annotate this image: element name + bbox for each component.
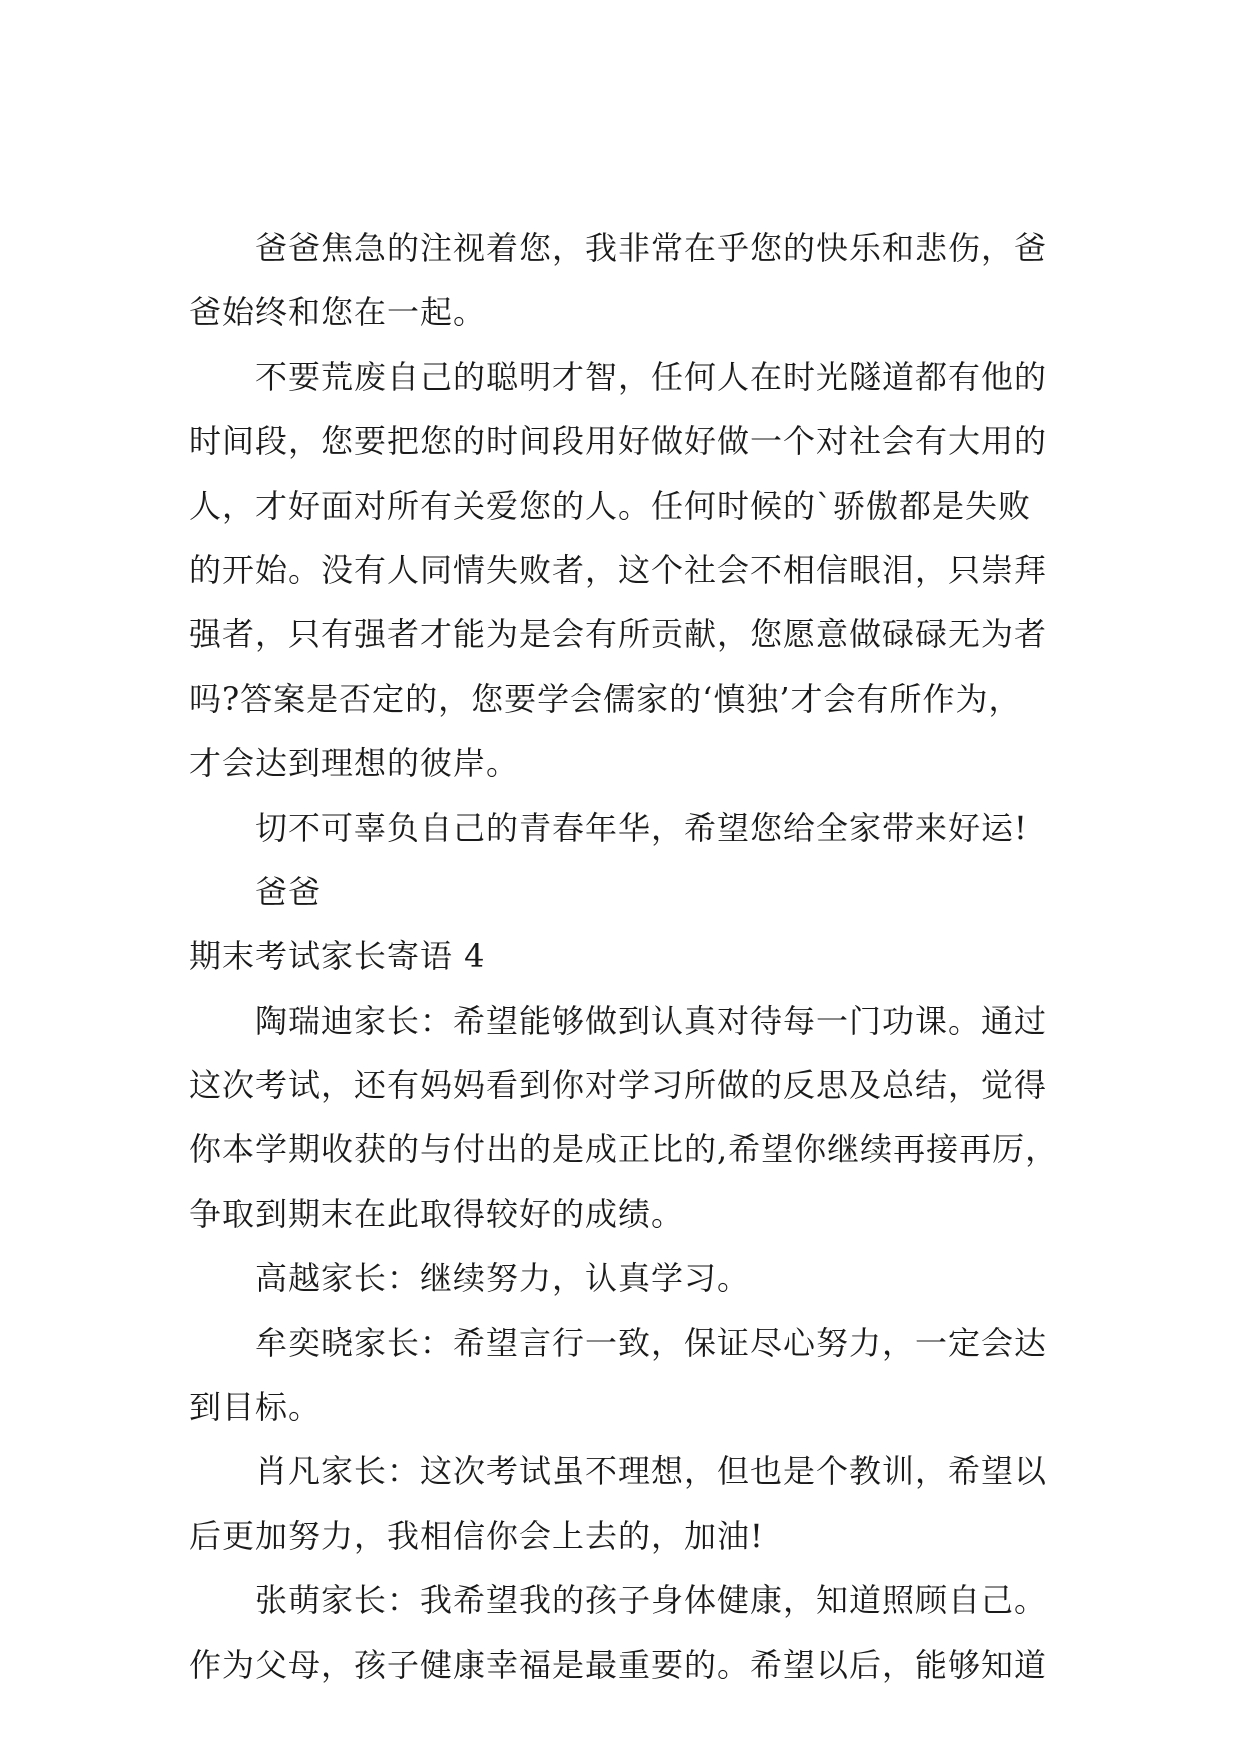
paragraph-line: 高越家长：继续努力，认真学习。 (255, 1259, 751, 1298)
paragraph-line: 陶瑞迪家长：希望能够做到认真对待每一门功课。通过 (255, 1001, 1048, 1040)
section-heading: 期末考试家长寄语 4 (189, 937, 486, 976)
paragraph-line: 不要荒废自己的聪明才智，任何人在时光隧道都有他的 (255, 357, 1048, 396)
paragraph-line: 吗?答案是否定的，您要学会儒家的‘慎独’才会有所作为， (189, 679, 1022, 718)
paragraph-line: 这次考试，还有妈妈看到你对学习所做的反思及总结，觉得 (189, 1066, 1048, 1105)
paragraph-line: 强者，只有强者才能为是会有所贡献，您愿意做碌碌无为者 (189, 615, 1048, 654)
signature-line: 爸爸 (255, 872, 322, 911)
paragraph-line: 张萌家长：我希望我的孩子身体健康，知道照顾自己。 (255, 1581, 1048, 1620)
paragraph-line: 作为父母，孩子健康幸福是最重要的。希望以后，能够知道 (189, 1645, 1048, 1684)
paragraph-line: 到目标。 (189, 1388, 322, 1427)
document-body (189, 216, 1069, 1697)
paragraph-line: 切不可辜负自己的青春年华，希望您给全家带来好运! (255, 808, 1028, 847)
paragraph-line: 时间段，您要把您的时间段用好做好做一个对社会有大用的 (189, 422, 1048, 461)
paragraph-line: 争取到期末在此取得较好的成绩。 (189, 1194, 685, 1233)
paragraph-line: 才会达到理想的彼岸。 (189, 744, 520, 783)
paragraph-line: 牟奕晓家长：希望言行一致，保证尽心努力，一定会达 (255, 1323, 1048, 1362)
paragraph-line: 后更加努力，我相信你会上去的，加油! (189, 1516, 764, 1555)
paragraph-line: 肖凡家长：这次考试虽不理想，但也是个教训，希望以 (255, 1452, 1048, 1491)
paragraph-line: 你本学期收获的与付出的是成正比的,希望你继续再接再厉， (189, 1130, 1059, 1169)
paragraph-line: 的开始。没有人同情失败者，这个社会不相信眼泪，只崇拜 (189, 550, 1048, 589)
paragraph-line: 人，才好面对所有关爱您的人。任何时候的`骄傲都是失败 (189, 486, 1032, 525)
paragraph-line: 爸始终和您在一起。 (189, 293, 487, 332)
paragraph-line: 爸爸焦急的注视着您，我非常在乎您的快乐和悲伤，爸 (255, 229, 1048, 267)
